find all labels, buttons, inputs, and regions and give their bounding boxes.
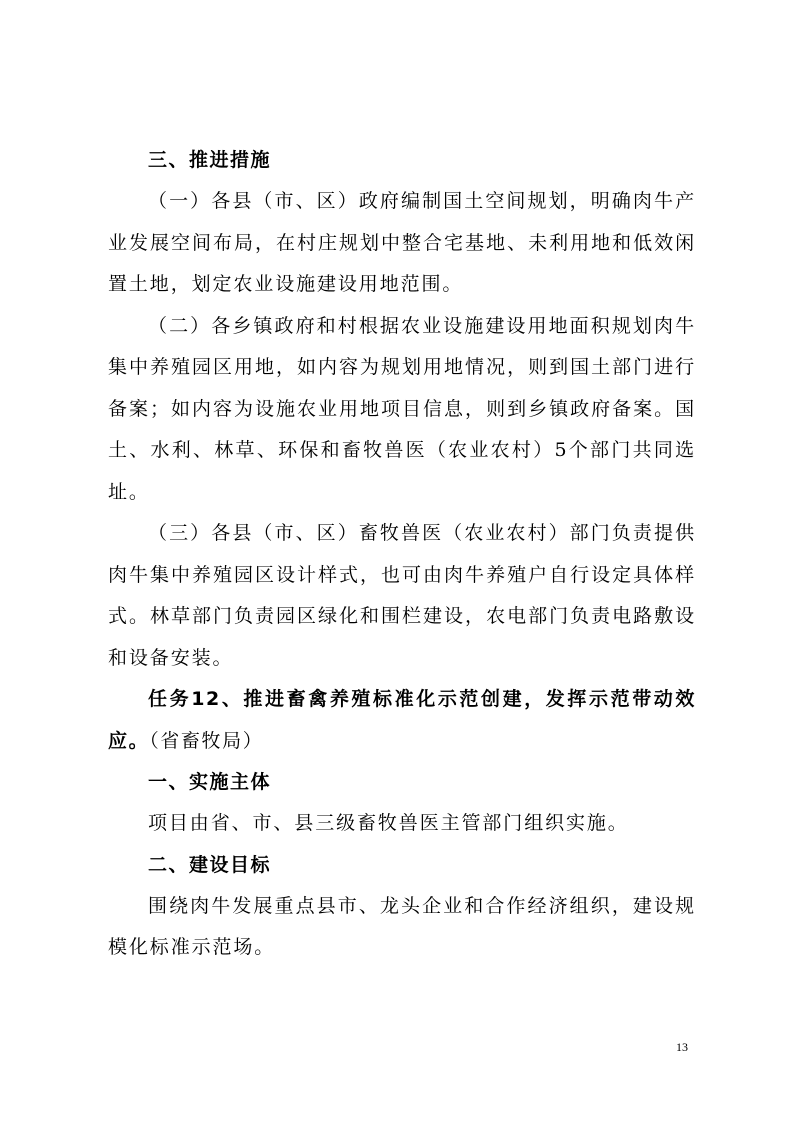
section-heading-implementer: 一、实施主体: [148, 771, 272, 793]
task-12-title: 任务12、推进畜禽养殖标准化示范创建，发挥示范带动效应。: [108, 688, 696, 752]
page-number: 13: [676, 1040, 688, 1054]
document-body: [108, 140, 696, 969]
implementer-text: 项目由省、市、县三级畜牧兽医主管部门组织实施。: [148, 812, 629, 834]
goal-text: 围绕肉牛发展重点县市、龙头企业和合作经济组织，建设规模化标准示范场。: [108, 894, 696, 958]
measure-item-2: （二）各乡镇政府和村根据农业设施建设用地面积规划肉牛集中养殖园区用地，如内容为规划用地情况，则到国土部门进行备案；如内容为设施农业用地项目信息，则到乡镇政府备案。国土、水利、林草、环保和畜牧兽医（农业农村）5个部门共同选址。: [108, 314, 696, 503]
task-12-paragraph: [108, 679, 696, 762]
task-12-agency: （省畜牧局）: [149, 729, 264, 752]
section-heading-measures: 三、推进措施: [148, 149, 272, 171]
section-heading-goal: 二、建设目标: [148, 853, 272, 876]
measure-item-1: （一）各县（市、区）政府编制国土空间规划，明确肉牛产业发展空间布局，在村庄规划中整合宅基地、未利用地和低效闲置土地，划定农业设施建设用地范围。: [108, 190, 696, 295]
measure-item-3: （三）各县（市、区）畜牧兽医（农业农村）部门负责提供肉牛集中养殖园区设计样式，也可由肉牛养殖户自行设定具体样式。林草部门负责园区绿化和围栏建设，农电部门负责电路敷设和设备安装。: [108, 522, 696, 669]
